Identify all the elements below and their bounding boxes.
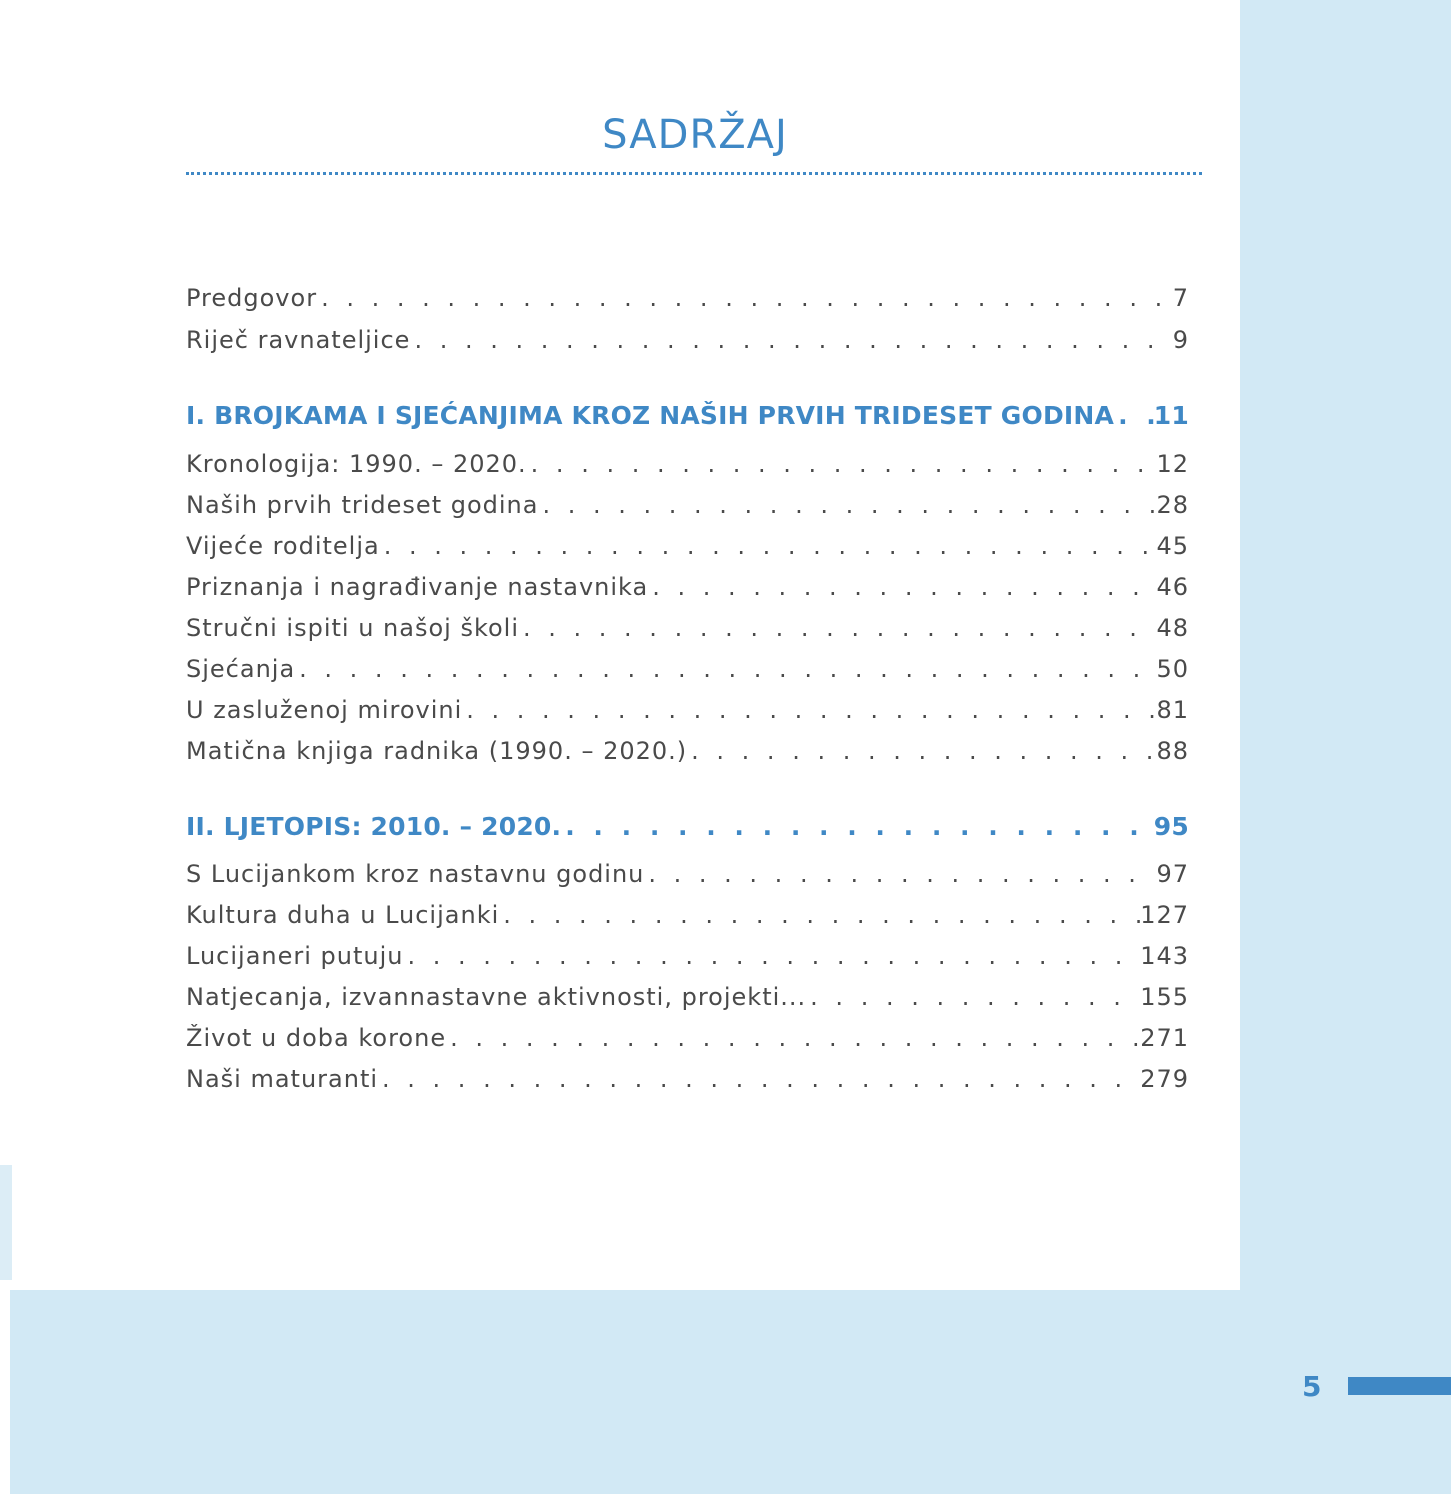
- toc-entry-label: Matična knjiga radnika (1990. – 2020.): [186, 737, 688, 765]
- toc-entry-page: 279: [1140, 1065, 1189, 1093]
- toc-entry-label: Riječ ravnateljice: [186, 326, 411, 354]
- toc-entry-label: Predgovor: [186, 284, 318, 312]
- dot-leader: [561, 812, 1154, 841]
- dot-leader: [519, 614, 1156, 642]
- toc-section-page: 95: [1153, 812, 1189, 841]
- page-number-bar: [1348, 1377, 1451, 1395]
- page-number: 5: [1302, 1370, 1322, 1403]
- toc-entry-kultura-duha[interactable]: [186, 901, 1189, 929]
- toc-entry-label: Sjećanja: [186, 655, 296, 683]
- toc-entry-page: 50: [1156, 655, 1189, 683]
- dot-leader: [648, 573, 1156, 601]
- toc-entry-page: 155: [1140, 983, 1189, 1011]
- toc-entry-page: 88: [1156, 737, 1189, 765]
- toc-entry-rijec-ravnateljice[interactable]: [186, 326, 1189, 354]
- toc-entry-lucijaneri-putuju[interactable]: [186, 942, 1189, 970]
- toc-entry-strucni-ispiti[interactable]: [186, 614, 1189, 642]
- dot-leader: [538, 491, 1156, 519]
- toc-entry-kronologija[interactable]: [186, 450, 1189, 478]
- toc-entry-page: 48: [1156, 614, 1189, 642]
- toc-entry-label: Kronologija: 1990. – 2020.: [186, 450, 527, 478]
- dot-leader: [527, 450, 1157, 478]
- toc-entry-maticna-knjiga[interactable]: [186, 737, 1189, 765]
- dot-leader: [644, 860, 1156, 888]
- toc-entry-page: 7: [1172, 284, 1189, 312]
- toc-entry-label: Naši maturanti: [186, 1065, 379, 1093]
- toc-entry-label: Kultura duha u Lucijanki: [186, 901, 500, 929]
- title-dotted-rule: [186, 172, 1202, 175]
- toc-entry-label: Natjecanja, izvannastavne aktivnosti, projekti...: [186, 983, 807, 1011]
- toc-section-label: II. LJETOPIS: 2010. – 2020.: [186, 812, 562, 841]
- dot-leader: [1114, 401, 1154, 430]
- dot-leader: [295, 655, 1156, 683]
- toc-entry-priznanja[interactable]: [186, 573, 1189, 601]
- toc-entry-page: 9: [1172, 326, 1189, 354]
- toc-entry-page: 45: [1156, 532, 1189, 560]
- toc-entry-label: Stručni ispiti u našoj školi: [186, 614, 520, 642]
- toc-entry-sjecanja[interactable]: [186, 655, 1189, 683]
- dot-leader: [806, 983, 1140, 1011]
- toc-entry-label: Naših prvih trideset godina: [186, 491, 539, 519]
- dot-leader: [687, 737, 1156, 765]
- toc-entry-page: 97: [1156, 860, 1189, 888]
- toc-entry-maturanti[interactable]: [186, 1065, 1189, 1093]
- toc-entry-page: 271: [1140, 1024, 1189, 1052]
- toc-entry-natjecanja[interactable]: [186, 983, 1189, 1011]
- toc-entry-zivot-korona[interactable]: [186, 1024, 1189, 1052]
- bottom-tint-band: [10, 1290, 1451, 1494]
- toc-section-label: I. BROJKAMA I SJEĆANJIMA KROZ NAŠIH PRVIH TRIDESET GODINA: [186, 401, 1115, 430]
- toc-entry-mirovina[interactable]: [186, 696, 1189, 724]
- toc-entry-predgovor[interactable]: [186, 284, 1189, 312]
- dot-leader: [378, 1065, 1140, 1093]
- toc-section-page: 11: [1153, 401, 1189, 430]
- toc-entry-vijece-roditelja[interactable]: [186, 532, 1189, 560]
- toc-entry-page: 127: [1140, 901, 1189, 929]
- toc-entry-label: Život u doba korone: [186, 1024, 447, 1052]
- toc-entry-s-lucijankom[interactable]: [186, 860, 1189, 888]
- toc-entry-label: U zasluženoj mirovini: [186, 696, 463, 724]
- page-title: SADRŽAJ: [602, 112, 788, 158]
- toc-section-1[interactable]: [186, 401, 1189, 430]
- toc-entry-label: Lucijaneri putuju: [186, 942, 404, 970]
- left-tint-strip: [0, 1165, 12, 1280]
- toc-entry-label: Priznanja i nagrađivanje nastavnika: [186, 573, 649, 601]
- dot-leader: [403, 942, 1140, 970]
- toc-entry-page: 12: [1156, 450, 1189, 478]
- toc-entry-label: S Lucijankom kroz nastavnu godinu: [186, 860, 645, 888]
- toc-entry-page: 28: [1156, 491, 1189, 519]
- dot-leader: [499, 901, 1140, 929]
- right-tint-band: [1240, 0, 1451, 1494]
- dot-leader: [462, 696, 1156, 724]
- dot-leader: [380, 532, 1157, 560]
- toc-entry-page: 46: [1156, 573, 1189, 601]
- dot-leader: [410, 326, 1172, 354]
- toc-entry-label: Vijeće roditelja: [186, 532, 380, 560]
- toc-section-2[interactable]: [186, 812, 1189, 841]
- toc-entry-nasih-prvih[interactable]: [186, 491, 1189, 519]
- toc-entry-page: 143: [1140, 942, 1189, 970]
- dot-leader: [317, 284, 1173, 312]
- toc-entry-page: 81: [1156, 696, 1189, 724]
- dot-leader: [446, 1024, 1140, 1052]
